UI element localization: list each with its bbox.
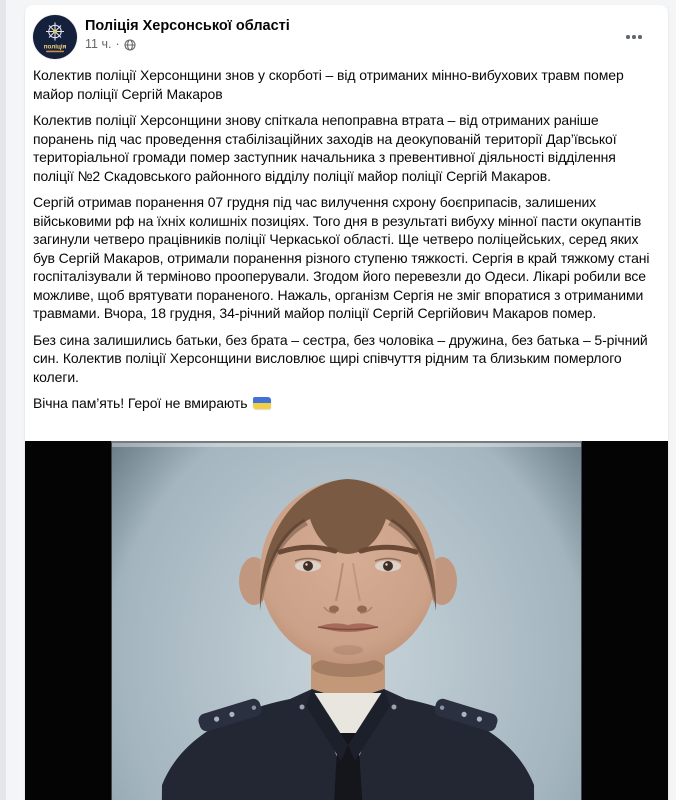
post-header <box>25 5 668 59</box>
author-block <box>85 15 290 53</box>
post-options-button[interactable] <box>618 21 650 53</box>
post-card <box>25 5 668 800</box>
post-timestamp[interactable]: 11 ч. <box>85 37 112 51</box>
post-paragraph: Колектив поліції Херсонщини знову спіткала непоправна втрата – від отриманих раніше поранень під час проведення стабілізаційних заходів на деокупованій території Дар’ївської територіальної громади помер заступник начальника з превентивної діяльності відділення поліції №2 Скадовського районного відділу поліції майор поліції Сергій Макаров. <box>33 112 617 184</box>
post-meta <box>85 36 290 53</box>
ellipsis-icon <box>626 35 630 39</box>
officer-portrait-image <box>111 441 582 800</box>
post-paragraph: Вічна пам’ять! Герої не вмирають <box>33 394 658 413</box>
post-photo[interactable] <box>25 441 668 800</box>
post-paragraph: Без сина залишились батьки, без брата – сестра, без чоловіка – дружина, без батька – 5-річний син. Колектив поліції Херсонщини висловлює щирі співчуття рідним та близьким померлого колеги. <box>33 331 648 385</box>
page-avatar[interactable] <box>33 15 77 59</box>
ukraine-flag-icon <box>253 397 271 409</box>
meta-separator: · <box>115 37 120 51</box>
globe-privacy-icon <box>124 39 136 51</box>
post-paragraph: Колектив поліції Херсонщини знов у скорботі – від отриманих мінно-вибухових травм помер майор поліції Сергій Макаров <box>33 67 624 102</box>
page-name-link[interactable]: Поліція Херсонської області <box>85 18 290 34</box>
police-badge-icon <box>33 15 77 59</box>
post-text <box>25 59 668 433</box>
page-left-gutter <box>0 0 6 800</box>
avatar-label: поліція <box>43 43 67 51</box>
post-paragraph: Сергій отримав поранення 07 грудня під час вилучення схрону боєприпасів, залишених військовими рф на їхніх колишніх позиціях. Того дня в результаті вибуху мінної пасти окупантів загинули четверо працівників поліції Черкаської області. Ще четверо поліцейських, серед яких був Сергій Макаров, отримали поранення різного ступеню тяжкості. Сергія в край тяжкому стані госпіталізували й терміново прооперували. Згодом його перевезли до Одеси. Лікарі робили все можливе, щоб врятувати пораненого. Нажаль, організм Сергія не зміг впоратися з отриманими травмами. Вчора, 18 грудня, 34-річний майор поліції Сергій Сергійович Макаров помер. <box>33 194 650 321</box>
